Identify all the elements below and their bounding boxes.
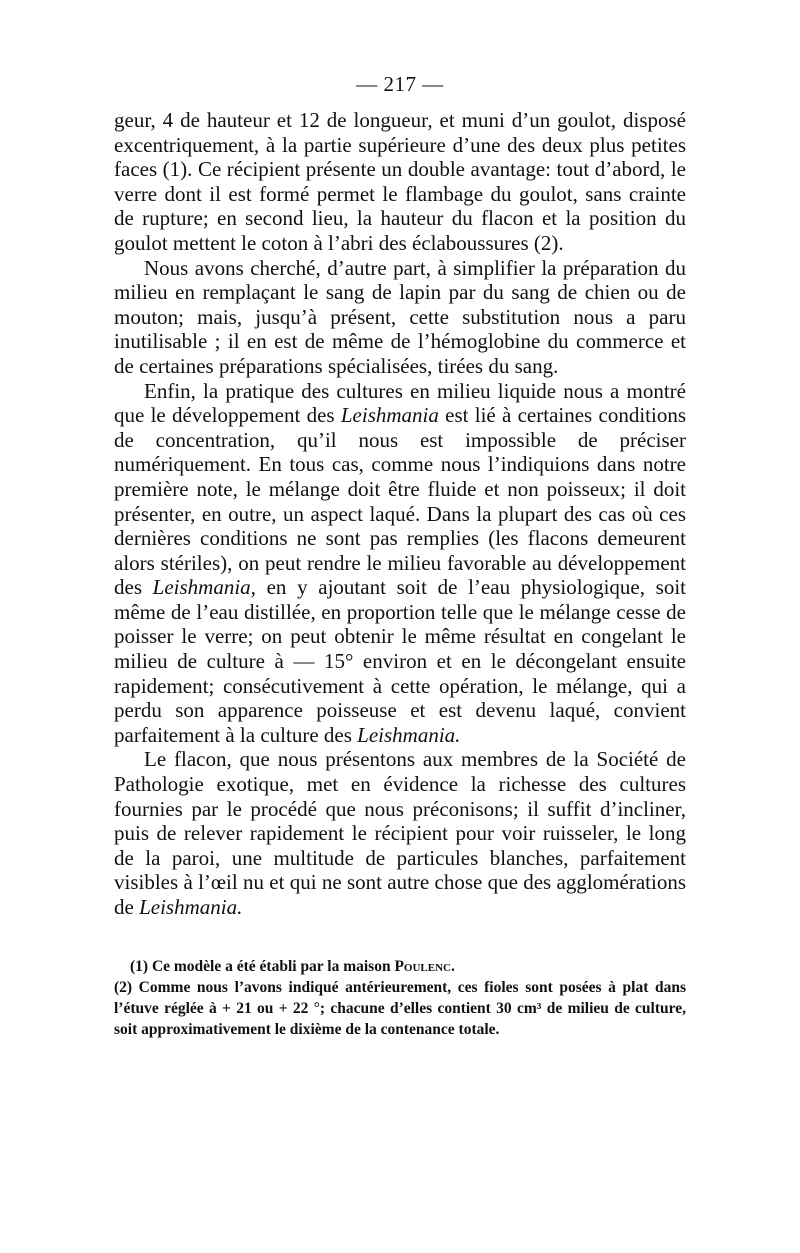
paragraph <box>114 108 686 256</box>
text-run: Le flacon, que nous présentons aux membres de la Société de Pathologie exotique, met en évidence la richesse des cultures fournies par le procédé que nous préconisons; il suffit d’incliner, puis de relever rapidement le récipient pour voir ruisseler, le long de la paroi, une multitude de particules blanches, parfaitement visibles à l’œil nu et qui ne sont autre chose que des agglomérations de <box>114 747 686 919</box>
page-number: — 217 — <box>356 72 444 96</box>
text-run: . <box>451 958 455 975</box>
italic-term: Leishmania, <box>152 575 256 600</box>
text-run: est lié à certaines conditions de concentration, qu’il nous est impossible de préciser numériquement. En tous cas, comme nous l’indiquions dans notre première note, le mélange doit être fluide et non poisseux; il doit présenter, en outre, un aspect laqué. Dans la plupart des cas où ces dernières conditions ne sont pas remplies (les flacons demeurent alors stériles), on peut rendre le milieu favorable au développement des <box>114 403 686 600</box>
paragraph <box>114 747 686 919</box>
small-caps-name: Poulenc <box>394 958 451 975</box>
text-run: (1) Ce modèle a été établi par la maison <box>130 958 395 975</box>
footnotes <box>114 956 686 1040</box>
paragraph <box>114 256 686 379</box>
italic-term: Leishmania. <box>139 895 243 919</box>
footnote <box>114 977 686 1040</box>
footnote <box>114 956 686 977</box>
text-run: Nous avons cherché, d’autre part, à simplifier la préparation du milieu en remplaçant le sang de lapin par du sang de chien ou de mouton; mais, jusqu’à présent, cette substitution nous a paru inutilisable ; il en est de même de l’hémoglobine du commerce et de certaines préparations spécialisées, tirées du sang. <box>114 255 686 378</box>
italic-term: Leishmania. <box>357 722 461 747</box>
paragraph <box>114 379 686 748</box>
text-run: (2) Comme nous l’avons indiqué antérieurement, ces fioles sont posées à plat dans l’étuve réglée à + 21 ou + 22 °; chacune d’elles contient 30 cm³ de milieu de culture, soit approximativement le dixième de la contenance totale. <box>114 979 686 1038</box>
text-run: Enfin, la pratique des cultures en milieu liquide nous a montré que le développement des <box>114 378 686 428</box>
body-text <box>114 108 686 920</box>
text-run: en y ajoutant soit de l’eau physiologique, soit même de l’eau distillée, en proportion telle que le mélange cesse de poisser le verre; on peut obtenir le même résultat en congelant le milieu de culture à — 15° environ et en le décongelant ensuite rapidement; consécutivement à cette opération, le mélange, qui a perdu son apparence poisseuse et est devenu laqué, convient parfaitement à la culture des <box>114 575 686 747</box>
italic-term: Leishmania <box>340 403 439 428</box>
text-run: geur, 4 de hauteur et 12 de longueur, et muni d’un goulot, disposé excentriquement, à la partie supérieure d’une des deux plus petites faces (1). Ce récipient présente un double avantage: tout d’abord, le verre dont il est formé permet le flambage du goulot, sans crainte de rupture; en second lieu, la hauteur du flacon et la position du goulot mettent le coton à l’abri des éclaboussures (2). <box>114 108 686 255</box>
